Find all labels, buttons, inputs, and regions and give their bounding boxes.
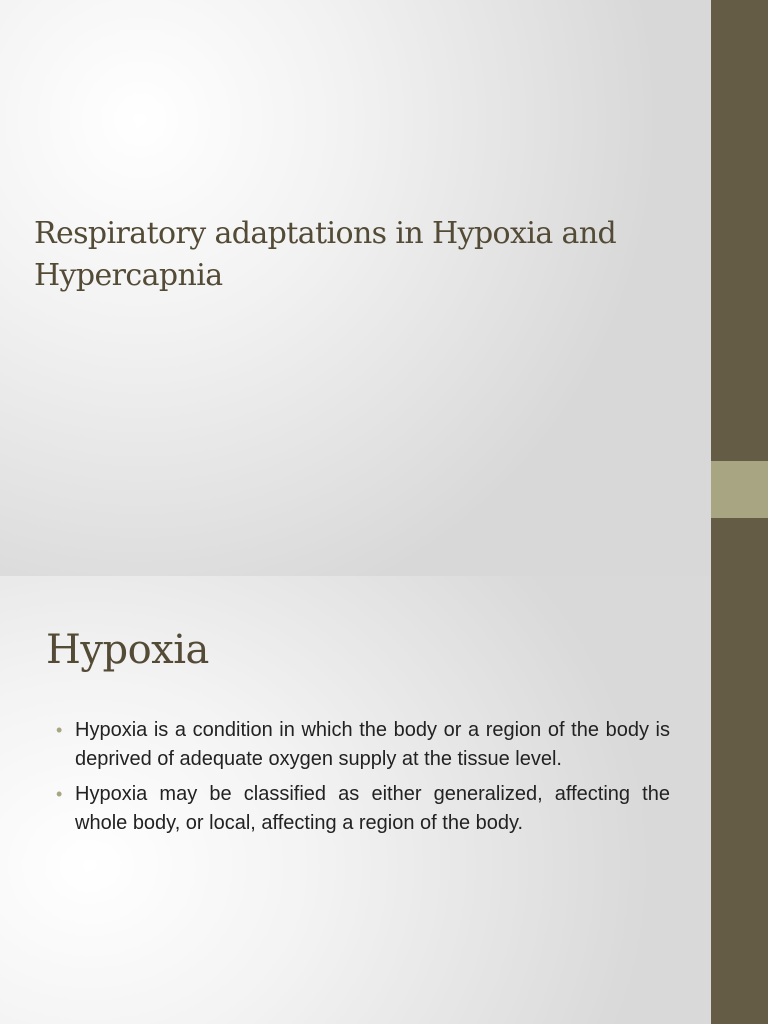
content-slide: [0, 576, 711, 1024]
bullet-dot-icon: •: [56, 784, 63, 804]
bullet-item: [56, 780, 670, 838]
bullet-text: Hypoxia may be classified as either generalized, affecting the whole body, or local, affecting a region of the body.: [75, 783, 670, 834]
bullet-list: [56, 716, 670, 844]
slide-title: Hypoxia: [46, 627, 209, 673]
bullet-text: Hypoxia is a condition in which the body or a region of the body is deprived of adequate oxygen supply at the tissue level.: [75, 719, 670, 770]
presentation-title: Respiratory adaptations in Hypoxia and Hypercapnia: [34, 216, 617, 293]
sidebar-accent-block: [711, 461, 768, 518]
bullet-item: [56, 716, 670, 774]
bullet-dot-icon: •: [56, 720, 63, 740]
